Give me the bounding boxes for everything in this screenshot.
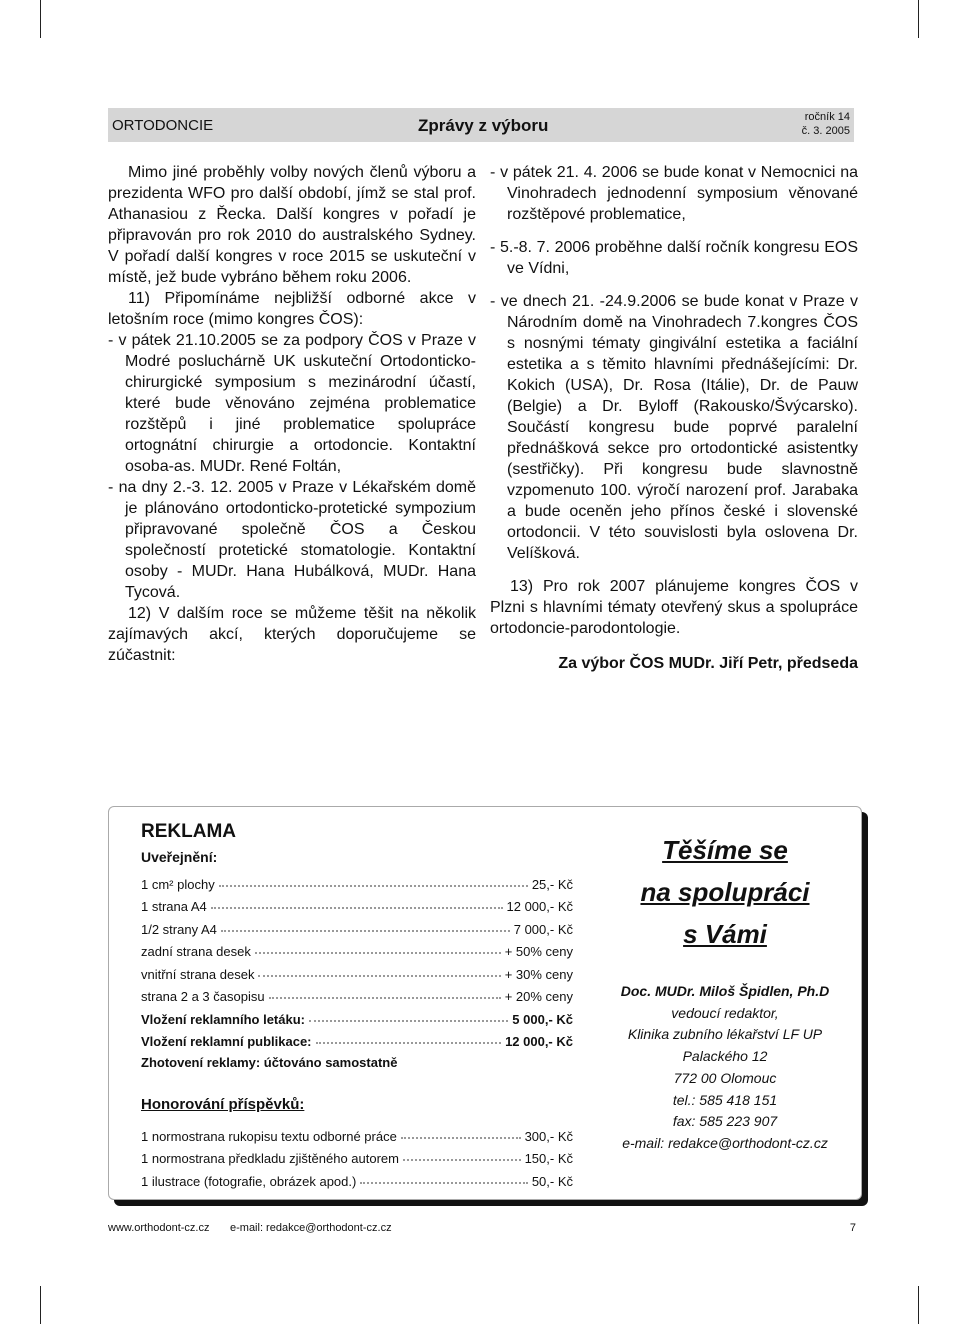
- page-number: 7: [849, 1222, 856, 1234]
- slogan-line: Těšíme se: [662, 835, 788, 865]
- row-value: 300,- Kč: [524, 1128, 573, 1144]
- page-header: [108, 108, 854, 142]
- production-note: Zhotovení reklamy: účtováno samostatně: [141, 1055, 398, 1070]
- row-value: 7 000,- Kč: [513, 921, 573, 937]
- row-label: zadní strana desek: [141, 944, 251, 959]
- row-label: Vložení reklamního letáku:: [141, 1011, 305, 1027]
- row-label: 1 normostrana předkladu zjištěného autorem: [141, 1151, 399, 1166]
- editor-fax: fax: 585 223 907: [672, 1113, 778, 1130]
- contact-block: [591, 981, 859, 1155]
- row-value: + 20% ceny: [504, 989, 573, 1004]
- row-value: 25,- Kč: [531, 876, 573, 892]
- fee-rows: [141, 1121, 573, 1189]
- row-label: 1 strana A4: [141, 899, 207, 914]
- row-value: + 50% ceny: [504, 944, 573, 959]
- dot-leader: [269, 997, 501, 999]
- dot-leader: [360, 1182, 527, 1184]
- advertising-box: [108, 806, 862, 1200]
- price-rows: [141, 869, 573, 1049]
- fees-heading: Honorování příspěvků:: [141, 1096, 305, 1113]
- price-list: [141, 821, 573, 1189]
- issue-label: č. 3. 2005: [801, 125, 850, 137]
- editor-name: Doc. MUDr. Miloš Špidlen, Ph.D: [620, 983, 830, 999]
- price-row: [141, 892, 573, 915]
- event-april-2006: - v pátek 21. 4. 2006 se bude konat v Nemocnici na Vinohradech jednodenní symposium věnované rozštěpové problematice,: [490, 164, 858, 223]
- row-value: 50,- Kč: [531, 1173, 573, 1189]
- dot-leader: [403, 1159, 521, 1161]
- event-cos-congress-2006: - ve dnech 21. -24.9.2006 se bude konat v Praze v Národním domě na Vinohradech 7.kongres ČOS s nosnými tématy gingivální estetika a faciální estetika a s těmito hlavními přednášejícími: Dr. Kokich (USA), Dr. Rosa (Itálie), Dr. de Pauw (Belgie) a Dr. Byloff (Rakousko/Švýcarsko). Součástí kongresu bude poprvé paralelní přednášková sekce pro ortodontické asistentky (sestřičky). Při kongresu bude slavnostně vzpomenuto 100. výročí narození prof. Jarabaka a bude oceněn jeho přínos české i slovenské ortodoncii. V této souvislosti byla oslovena Dr. Velíšková.: [490, 293, 858, 562]
- editor-street: Palackého 12: [682, 1048, 768, 1065]
- event-symposium-december: - na dny 2.-3. 12. 2005 v Praze v Lékařském domě je plánováno ortodonticko-protetické sympozium připravované společně ČOS a Českou společností protetické stomatologie. Kontaktní osoby - MUDr. Hana Hubálková, MUDr. Hana Tycová.: [108, 479, 476, 601]
- price-row: [141, 982, 573, 1005]
- row-label: 1 normostrana rukopisu textu odborné práce: [141, 1128, 397, 1144]
- editor-role: vedoucí redaktor,: [671, 1004, 779, 1021]
- item-13-plan-2007: 13) Pro rok 2007 plánujeme kongres ČOS v Plzni s hlavními tématy otevřený skus a spolupráce ortodoncie-parodontologie.: [490, 578, 858, 637]
- journal-name: ORTODONCIE: [112, 117, 214, 134]
- price-row: [141, 1166, 573, 1189]
- dot-leader: [401, 1137, 521, 1139]
- footer-email[interactable]: e-mail: redakce@orthodont-cz.cz: [230, 1222, 392, 1234]
- price-row: [141, 914, 573, 937]
- published-heading: Uveřejnění:: [141, 849, 218, 865]
- dot-leader: [258, 975, 500, 977]
- item-11-intro: 11) Připomínáme nejbližší odborné akce v letošním roce (mimo kongres ČOS):: [108, 290, 476, 328]
- editor-clinic: Klinika zubního lékařství LF UP: [627, 1026, 823, 1043]
- row-label: 1/2 strany A4: [141, 921, 217, 937]
- price-row: [141, 1121, 573, 1144]
- price-row: [141, 1144, 573, 1167]
- row-value: 12 000,- Kč: [506, 899, 573, 914]
- slogan-line: s Vámi: [683, 919, 767, 949]
- dot-leader: [219, 885, 528, 887]
- signature: Za výbor ČOS MUDr. Jiří Petr, předseda: [558, 655, 858, 672]
- crop-mark: [40, 0, 41, 38]
- event-eos-2006: - 5.-8. 7. 2006 proběhne další ročník kongresu EOS ve Vídni,: [490, 239, 858, 277]
- row-value: 150,- Kč: [524, 1151, 573, 1166]
- editor-city: 772 00 Olomouc: [673, 1069, 777, 1086]
- row-label: vnitřní strana desek: [141, 966, 255, 982]
- editor-email[interactable]: e-mail: redakce@orthodont-cz.cz: [622, 1134, 828, 1151]
- row-label: 1 cm² plochy: [141, 876, 215, 892]
- editor-tel: tel.: 585 418 151: [672, 1091, 778, 1108]
- dot-leader: [255, 952, 501, 954]
- row-label: strana 2 a 3 časopisu: [141, 989, 265, 1004]
- price-row: [141, 869, 573, 892]
- price-row: [141, 1004, 573, 1027]
- volume-label: ročník 14: [804, 111, 850, 123]
- row-label: 1 ilustrace (fotografie, obrázek apod.): [141, 1173, 357, 1189]
- crop-mark: [918, 1286, 919, 1324]
- crop-mark: [918, 0, 919, 38]
- wfo-paragraph: Mimo jiné proběhly volby nových členů výboru a prezidenta WFO pro další období, jímž se stal prof. Athanasiou z Řecka. Další kongres v pořadí je připravován pro rok 2010 do australského Sydney. V pořadí další kongres v roce 2015 se uskuteční v místě, jež bude vybráno během roku 2006.: [108, 164, 476, 286]
- dot-leader: [221, 930, 510, 932]
- right-column: [490, 162, 858, 674]
- left-column: [108, 162, 476, 666]
- row-value: 5 000,- Kč: [512, 1011, 573, 1027]
- price-row: [141, 937, 573, 960]
- row-value: 12 000,- Kč: [505, 1034, 573, 1049]
- slogan-line: na spolupráci: [640, 877, 810, 907]
- issue-info: [802, 110, 850, 138]
- ad-title: REKLAMA: [141, 821, 236, 842]
- footer-web[interactable]: www.orthodont-cz.cz: [108, 1222, 210, 1234]
- dot-leader: [309, 1020, 508, 1022]
- item-12-intro: 12) V dalším roce se můžeme těšit na několik zajímavých akcí, kterých doporučujeme se zúčastnit:: [108, 605, 476, 664]
- price-row: [141, 1027, 573, 1050]
- section-title: Zprávy z výboru: [418, 116, 549, 135]
- dot-leader: [211, 907, 503, 909]
- dot-leader: [316, 1042, 502, 1044]
- event-symposium-october: - v pátek 21.10.2005 se za podpory ČOS v Praze v Modré posluchárně UK uskuteční Ortodonticko-chirurgické symposium s mezinárodní účastí, které bude věnováno zejména problematice rozštěpů i jiné problematice spolupráce ortognátní chirurgie a ortodoncie. Kontaktní osoba-as. MUDr. René Foltán,: [108, 332, 476, 475]
- contact-panel: [591, 829, 859, 1155]
- price-row: [141, 959, 573, 982]
- row-label: Vložení reklamní publikace:: [141, 1034, 312, 1049]
- crop-mark: [40, 1286, 41, 1324]
- row-value: + 30% ceny: [504, 966, 573, 982]
